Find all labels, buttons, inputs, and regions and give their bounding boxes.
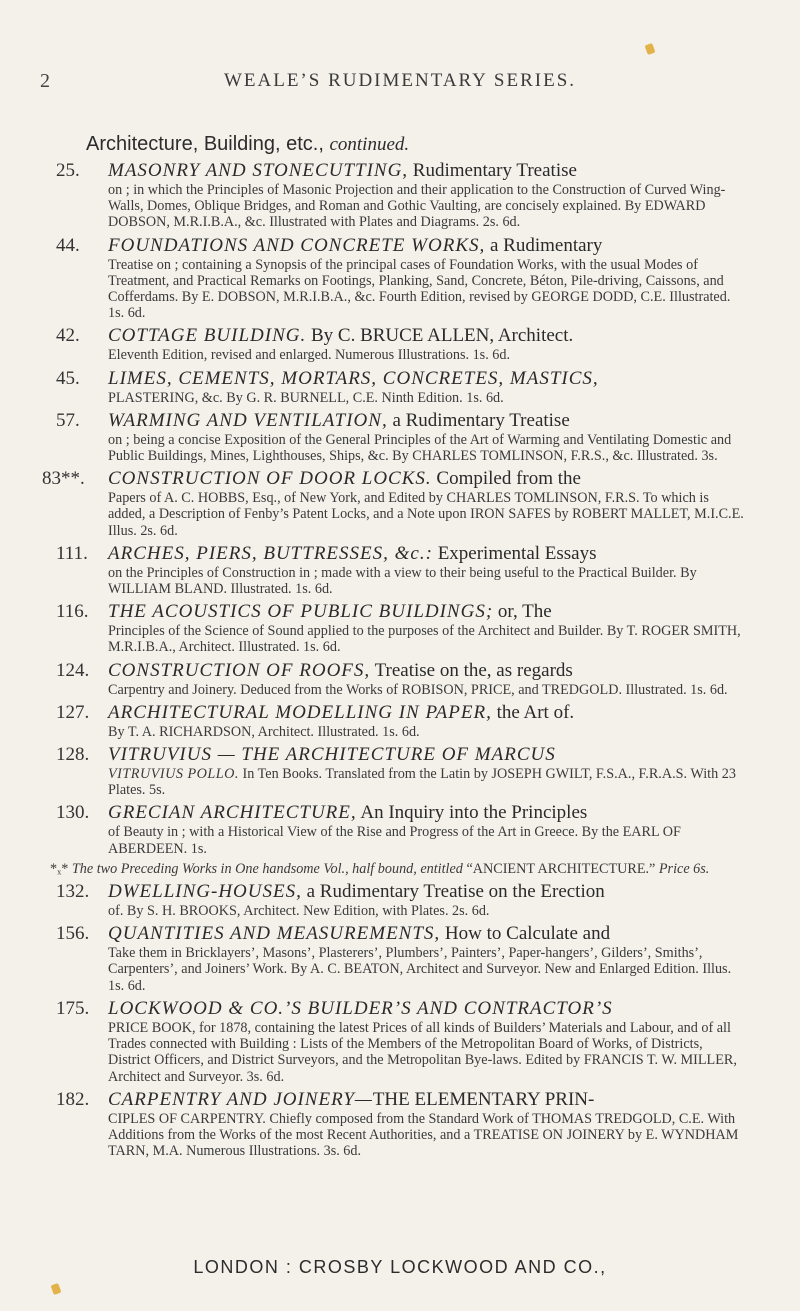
entry-description: PLASTERING, &c. By G. R. BURNELL, C.E. Ninth Edition. 1s. 6d. (108, 389, 504, 406)
entry-description: on ; in which the Principles of Masonic Projection and their application to the Construction of Curved Wing-Walls, Domes, Oblique Bridges, and Roman and Gothic Vaulting, are concisely explained. By EDWARD DOBSON, M.R.I.B.A., &c. Illustrated with Plates and Diagrams. 2s. 6d. (108, 182, 726, 231)
entry-description: Carpentry and Joinery. Deduced from the Works of ROBISON, PRICE, and TREDGOLD. Illustrated. 1s. 6d. (108, 681, 728, 698)
entry-title: LIMES, CEMENTS, MORTARS, CONCRETES, MASTICS, (108, 367, 599, 389)
section-title (86, 133, 409, 156)
entry-number: 116. (56, 601, 89, 623)
page-number: 2 (40, 70, 50, 92)
entry-title: VITRUVIUS — THE ARCHITECTURE OF MARCUS (108, 744, 556, 766)
entry-number: 128. (56, 744, 90, 766)
list-item (56, 368, 746, 406)
bundle-note (50, 861, 746, 877)
entry-description: CIPLES OF CARPENTRY. Chiefly composed from the Standard Work of THOMAS TREDGOLD, C.E. With Additions from the Works of the most Recent Authorities, and a TREATISE ON JOINERY by E. WYNDHAM TARN, M.A. Numerous Illustrations. 3s. 6d. (108, 1110, 739, 1160)
entry-lead: Compiled from the (436, 468, 581, 490)
entry-lead: a Rudimentary (490, 234, 603, 256)
list-item (56, 660, 746, 698)
ink-mark (51, 1283, 62, 1295)
entry-title: DWELLING-HOUSES, (108, 881, 302, 903)
entry-title: ARCHITECTURAL MODELLING IN PAPER, (108, 701, 492, 723)
entry-description: of. By S. H. BROOKS, Architect. New Edition, with Plates. 2s. 6d. (108, 903, 490, 920)
entry-lead: Experimental Essays (437, 542, 597, 564)
section-title-text: Architecture, Building, etc., (86, 133, 324, 155)
entry-lead: Rudimentary Treatise (412, 160, 577, 181)
entry-description-text: In Ten Books. Translated from the Latin by JOSEPH GWILT, F.S.A., F.R.A.S. With 23 Plates. 5s. (108, 766, 736, 799)
entry-number: 127. (56, 701, 90, 723)
entry-lead: a Rudimentary Treatise (392, 409, 570, 431)
entry-number: 156. (56, 923, 90, 945)
entry-title: FOUNDATIONS AND CONCRETE WORKS, (108, 234, 486, 256)
entry-description: Eleventh Edition, revised and enlarged. Numerous Illustrations. 1s. 6d. (108, 347, 511, 364)
entry-lead: or, The (497, 601, 552, 623)
entry-number: 44. (56, 234, 80, 256)
note-quote: “ANCIENT ARCHITECTURE.” (466, 860, 656, 877)
page-header (0, 70, 800, 100)
list-item (56, 744, 746, 798)
entry-title: LOCKWOOD & CO.’S BUILDER’S AND CONTRACTOR’S (108, 997, 613, 1019)
note-mark: *ₓ* (50, 860, 69, 877)
list-item (56, 325, 746, 363)
list-item (56, 998, 746, 1085)
entry-lead: An Inquiry into the Principles (360, 802, 588, 824)
section-continued: continued. (329, 134, 410, 155)
entry-title: ARCHES, PIERS, BUTTRESSES, &c.: (108, 542, 433, 564)
entry-title-continued: VITRUVIUS POLLO. (108, 766, 239, 783)
list-item (42, 468, 746, 539)
entry-lead: Treatise on the, as regards (374, 659, 573, 681)
list-item (56, 543, 746, 597)
entry-lead: By C. BRUCE ALLEN, Architect. (310, 325, 574, 347)
entry-title: CARPENTRY AND JOINERY— (108, 1088, 373, 1110)
entry-title: QUANTITIES AND MEASUREMENTS, (108, 923, 441, 945)
note-price: Price 6s. (658, 860, 710, 877)
entry-description: Principles of the Science of Sound applied to the purposes of the Architect and Builder. By T. ROGER SMITH, M.R.I.B.A., Architect. Illustrated. 1s. 6d. (108, 623, 741, 656)
list-item (56, 802, 746, 856)
list-item (56, 881, 746, 919)
list-item (56, 702, 746, 740)
entry-number: 25. (56, 160, 80, 181)
list-item (56, 235, 746, 322)
entry-description: on ; being a concise Exposition of the General Principles of the Art of Warming and Ventilating Domestic and Public Buildings, Mines, Lighthouses, Ships, &c. By CHARLES TOMLINSON, F.R.S., &c. Illustrated. 3s. (108, 431, 732, 465)
entry-list (42, 160, 746, 1163)
entry-number: 42. (56, 325, 80, 347)
entry-number: 130. (56, 802, 90, 824)
publisher-footer: LONDON : CROSBY LOCKWOOD AND CO., (193, 1257, 607, 1277)
note-text: The two Preceding Works in One handsome Vol., half bound, entitled (71, 860, 463, 877)
entry-title: THE ACOUSTICS OF PUBLIC BUILDINGS; (108, 601, 494, 623)
list-item (56, 923, 746, 994)
running-head: WEALE’S RUDIMENTARY SERIES. (223, 70, 577, 91)
entry-number: 111. (56, 542, 88, 564)
entry-description: By T. A. RICHARDSON, Architect. Illustrated. 1s. 6d. (108, 723, 420, 740)
entry-number: 132. (56, 881, 90, 903)
entry-title: WARMING AND VENTILATION, (108, 409, 388, 431)
ink-mark (645, 43, 656, 55)
entry-lead: THE ELEMENTARY PRIN- (372, 1088, 595, 1110)
entry-description: PRICE BOOK, for 1878, containing the latest Prices of all kinds of Builders’ Materials and Labour, and of all Trades connected with Building : Lists of the Members of the Metropolitan Board of Works, of Districts, District Officers, and District Surveyors, and the Metropolitan Bye-laws. Edited by FRANCIS T. W. MILLER, Architect and Surveyor. 3s. 6d. (108, 1019, 737, 1085)
entry-description: Papers of A. C. HOBBS, Esq., of New York, and Edited by CHARLES TOMLINSON, F.R.S. To which is added, a Description of Fenby’s Patent Locks, and a Note upon IRON SAFES by ROBERT MALLET, M.I.C.E. Illus. 2s. 6d. (108, 490, 744, 539)
entry-lead: a Rudimentary Treatise on the Erection (306, 881, 605, 903)
entry-description: of Beauty in ; with a Historical View of the Rise and Progress of the Art in Greece. By the EARL OF ABERDEEN. 1s. (108, 824, 681, 857)
entry-title: CONSTRUCTION OF DOOR LOCKS. (108, 468, 432, 490)
entry-description: on the Principles of Construction in ; made with a view to their being useful to the Practical Builder. By WILLIAM BLAND. Illustrated. 1s. 6d. (108, 564, 697, 598)
entry-number: 182. (56, 1088, 90, 1110)
entry-title: GRECIAN ARCHITECTURE, (108, 802, 357, 824)
list-item (56, 160, 746, 231)
list-item (56, 601, 746, 655)
entry-description (108, 766, 746, 798)
list-item (56, 1089, 746, 1160)
entry-number: 175. (56, 997, 90, 1019)
entry-description: Treatise on ; containing a Synopsis of the principal cases of Foundation Works, with the usual Modes of Treatment, and Practical Remarks on Footings, Planking, Sand, Concrete, Béton, Pile-driving, Caissons, and Cofferdams. By E. DOBSON, M.R.I.B.A., &c. Fourth Edition, revised by GEORGE DODD, C.E. Illustrated. 1s. 6d. (108, 256, 731, 322)
entry-description: Take them in Bricklayers’, Masons’, Plasterers’, Plumbers’, Painters’, Paper-hangers’, Gilders’, Smiths’, Carpenters’, and Joiners’ Work. By A. C. BEATON, Architect and Surveyor. New and Enlarged Edition. Illus. 1s. 6d. (108, 945, 732, 994)
entry-title: COTTAGE BUILDING. (108, 325, 307, 347)
entry-title: MASONRY AND STONECUTTING, (108, 160, 409, 181)
entry-lead: the Art of. (496, 701, 575, 723)
entry-number: 45. (56, 367, 80, 389)
entry-title: CONSTRUCTION OF ROOFS, (108, 659, 371, 681)
entry-number: 57. (56, 409, 80, 431)
list-item (56, 410, 746, 464)
entry-number: 83**. (42, 468, 85, 490)
entry-lead: How to Calculate and (444, 923, 611, 945)
entry-number: 124. (56, 659, 90, 681)
